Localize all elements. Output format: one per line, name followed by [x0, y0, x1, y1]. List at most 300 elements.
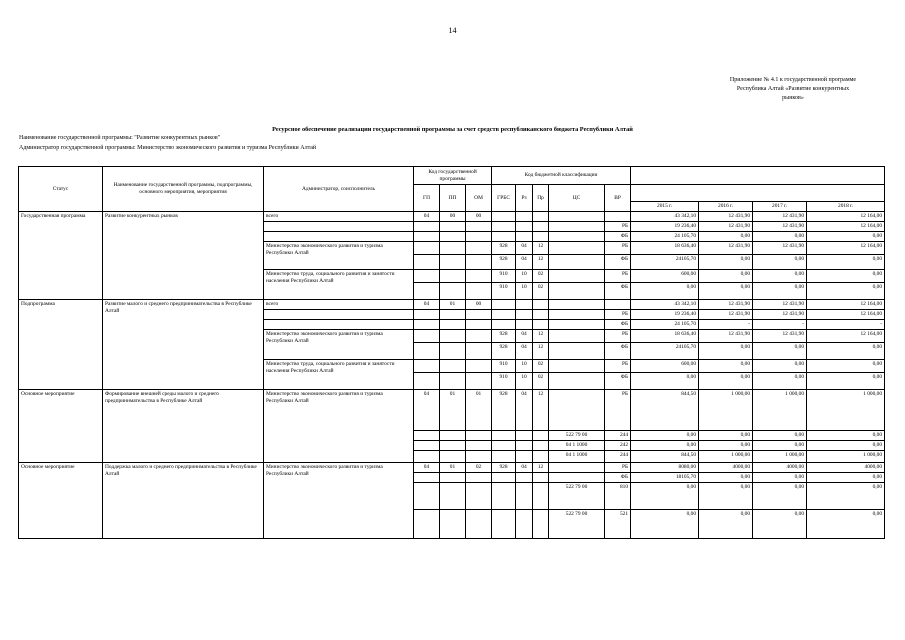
cell-2015: 24 105,70	[631, 320, 699, 330]
cell-2018: 0,00	[807, 255, 885, 270]
cell-gp	[414, 320, 440, 330]
cell-om	[466, 431, 492, 441]
cell-admin: Министерство экономического развития и туризма Республики Алтай	[264, 330, 414, 360]
cell-2016: 12 431,90	[699, 242, 753, 255]
header-year-2018: 2018 г.	[807, 202, 885, 212]
cell-2015: 18105,70	[631, 473, 699, 483]
cell-2018: 12 164,00	[807, 242, 885, 255]
header-rz: Рз	[516, 185, 533, 212]
cell-pp	[440, 283, 466, 300]
cell-vr: ФБ	[605, 343, 631, 360]
cell-gp	[414, 255, 440, 270]
cell-admin: всего	[264, 300, 414, 310]
cell-om	[466, 330, 492, 343]
header-pr: Пр	[533, 185, 549, 212]
cell-2017: 0,00	[753, 255, 807, 270]
cell-cs	[549, 360, 605, 373]
program-name-line: Наименование государственной программы: "Развитие конкурентных рынков"	[19, 135, 221, 141]
cell-2015: 24105,70	[631, 255, 699, 270]
cell-cs	[549, 320, 605, 330]
cell-vr: РБ	[605, 310, 631, 320]
cell-2015: 0,00	[631, 483, 699, 510]
cell-2017: 12 431,90	[753, 330, 807, 343]
cell-2017: 12 431,90	[753, 222, 807, 232]
cell-grbs	[492, 300, 516, 310]
cell-cs	[549, 390, 605, 431]
cell-pr	[533, 483, 549, 510]
cell-2018: 0,00	[807, 441, 885, 451]
cell-2017: 0,00	[753, 270, 807, 283]
header-om: ОМ	[466, 185, 492, 212]
cell-gp	[414, 242, 440, 255]
cell-pp	[440, 343, 466, 360]
cell-status: Основное мероприятие	[19, 463, 103, 539]
cell-rz: 10	[516, 373, 533, 390]
cell-2015: 0,00	[631, 283, 699, 300]
cell-pr: 02	[533, 373, 549, 390]
cell-gp	[414, 510, 440, 539]
cell-pp: 01	[440, 390, 466, 431]
cell-vr: РБ	[605, 360, 631, 373]
cell-2016: 0,00	[699, 255, 753, 270]
cell-2015: 18 636,40	[631, 242, 699, 255]
header-year-2017: 2017 г.	[753, 202, 807, 212]
cell-2015: 24 105,70	[631, 232, 699, 242]
cell-2016: 0,00	[699, 232, 753, 242]
cell-gp: 04	[414, 390, 440, 431]
cell-cs	[549, 300, 605, 310]
cell-2016: 0,00	[699, 510, 753, 539]
cell-gp: 04	[414, 300, 440, 310]
appendix-note	[700, 76, 886, 103]
cell-vr: ФБ	[605, 320, 631, 330]
cell-2015: 0,00	[631, 510, 699, 539]
cell-om	[466, 510, 492, 539]
cell-rz: 04	[516, 330, 533, 343]
cell-name: Развитие малого и среднего предпринимательства в Республике Алтай	[103, 300, 264, 390]
cell-2018: 0,00	[807, 343, 885, 360]
cell-2018: 12 164,00	[807, 310, 885, 320]
cell-2016: 12 431,90	[699, 300, 753, 310]
cell-2018: -	[807, 320, 885, 330]
cell-grbs	[492, 441, 516, 451]
cell-2016: 0,00	[699, 431, 753, 441]
cell-cs	[549, 232, 605, 242]
cell-rz: 10	[516, 270, 533, 283]
cell-vr: РБ	[605, 463, 631, 473]
cell-2017: 4000,00	[753, 463, 807, 473]
cell-2016: 0,00	[699, 283, 753, 300]
cell-grbs	[492, 451, 516, 463]
header-pp: ПП	[440, 185, 466, 212]
cell-pp	[440, 232, 466, 242]
cell-cs: 522 79 00	[549, 510, 605, 539]
cell-cs	[549, 473, 605, 483]
cell-pr	[533, 222, 549, 232]
cell-om	[466, 451, 492, 463]
cell-pp	[440, 510, 466, 539]
cell-pr: 02	[533, 283, 549, 300]
cell-admin: Министерство труда, социального развития и занятости населения Республики Алтай	[264, 270, 414, 300]
cell-pr: 12	[533, 463, 549, 473]
cell-pp: 00	[440, 212, 466, 222]
page-number: 14	[448, 26, 457, 35]
cell-vr: ФБ	[605, 373, 631, 390]
cell-2017: 12 431,90	[753, 212, 807, 222]
cell-vr: 242	[605, 441, 631, 451]
cell-om: 01	[466, 390, 492, 431]
cell-cs	[549, 343, 605, 360]
appendix-line: Приложение № 4.1 к государственной программе	[729, 77, 857, 83]
cell-2016: 0,00	[699, 483, 753, 510]
cell-pr	[533, 510, 549, 539]
cell-om	[466, 283, 492, 300]
cell-rz	[516, 232, 533, 242]
cell-2017: 0,00	[753, 431, 807, 441]
cell-2017: 0,00	[753, 343, 807, 360]
cell-rz: 04	[516, 463, 533, 473]
cell-pr: 12	[533, 330, 549, 343]
cell-om	[466, 270, 492, 283]
cell-pr	[533, 212, 549, 222]
cell-gp: 04	[414, 212, 440, 222]
cell-gp	[414, 343, 440, 360]
cell-om	[466, 320, 492, 330]
cell-2015: 43 342,10	[631, 212, 699, 222]
cell-name: Поддержка малого и среднего предпринимательства в Республике Алтай	[103, 463, 264, 539]
cell-cs: 04 1 1000	[549, 451, 605, 463]
header-year-2015: 2015 г.	[631, 202, 699, 212]
cell-cs	[549, 212, 605, 222]
cell-gp	[414, 360, 440, 373]
cell-om: 00	[466, 212, 492, 222]
cell-2015: 19 236,40	[631, 310, 699, 320]
cell-2017: 0,00	[753, 283, 807, 300]
cell-vr: 521	[605, 510, 631, 539]
table-row	[19, 300, 885, 310]
cell-2015: 19 236,40	[631, 222, 699, 232]
cell-pp	[440, 483, 466, 510]
cell-gp	[414, 441, 440, 451]
header-status: Статус	[19, 167, 103, 212]
cell-cs: 04 1 1000	[549, 441, 605, 451]
cell-2018: 0,00	[807, 232, 885, 242]
cell-2018: 1 000,00	[807, 451, 885, 463]
header-year-2016: 2016 г.	[699, 202, 753, 212]
cell-pp	[440, 310, 466, 320]
cell-pr	[533, 310, 549, 320]
cell-cs	[549, 310, 605, 320]
cell-2017: 0,00	[753, 360, 807, 373]
cell-2017: 0,00	[753, 483, 807, 510]
cell-2018: 0,00	[807, 283, 885, 300]
cell-vr: ФБ	[605, 232, 631, 242]
cell-gp: 04	[414, 463, 440, 473]
cell-pr: 12	[533, 242, 549, 255]
document-title: Ресурсное обеспечение реализации государственной программы за счет средств республиканского бюджета Республики Алтай	[272, 126, 633, 133]
cell-gp	[414, 431, 440, 441]
cell-2017: 12 431,90	[753, 300, 807, 310]
cell-2016: 12 431,90	[699, 310, 753, 320]
cell-rz: 04	[516, 255, 533, 270]
cell-2018: 0,00	[807, 510, 885, 539]
cell-vr: ФБ	[605, 255, 631, 270]
cell-pp	[440, 473, 466, 483]
cell-rz: 04	[516, 390, 533, 431]
header-gp: ГП	[414, 185, 440, 212]
cell-2015: 600,00	[631, 360, 699, 373]
cell-cs	[549, 270, 605, 283]
cell-gp	[414, 451, 440, 463]
cell-admin: Министерство экономического развития и туризма Республики Алтай	[264, 242, 414, 270]
cell-pr: 12	[533, 255, 549, 270]
cell-om: 02	[466, 463, 492, 473]
cell-vr	[605, 212, 631, 222]
cell-cs: 522 79 00	[549, 431, 605, 441]
cell-admin: Министерство труда, социального развития и занятости населения Республики Алтай	[264, 360, 414, 390]
appendix-line: рынков»	[782, 95, 804, 101]
cell-2017: 0,00	[753, 232, 807, 242]
cell-om	[466, 255, 492, 270]
cell-vr: 244	[605, 431, 631, 441]
cell-2015: 844,50	[631, 451, 699, 463]
cell-om	[466, 473, 492, 483]
cell-admin: Министерство экономического развития и туризма Республики Алтай	[264, 390, 414, 463]
cell-2015: 600,00	[631, 270, 699, 283]
cell-om	[466, 242, 492, 255]
cell-om: 00	[466, 300, 492, 310]
cell-name: Развитие конкурентных рынков	[103, 212, 264, 300]
cell-om	[466, 232, 492, 242]
cell-pp: 01	[440, 300, 466, 310]
cell-2018: 0,00	[807, 473, 885, 483]
cell-pp	[440, 451, 466, 463]
cell-2016: 0,00	[699, 270, 753, 283]
cell-pr: 02	[533, 360, 549, 373]
cell-status: Государственная программа	[19, 212, 103, 300]
cell-2018: 4000,00	[807, 463, 885, 473]
cell-grbs	[492, 510, 516, 539]
cell-grbs: 928	[492, 255, 516, 270]
cell-grbs: 910	[492, 270, 516, 283]
cell-grbs: 910	[492, 373, 516, 390]
cell-2016: 0,00	[699, 360, 753, 373]
cell-admin	[264, 320, 414, 330]
cell-2015: 24105,70	[631, 343, 699, 360]
cell-rz: 10	[516, 283, 533, 300]
cell-pr	[533, 232, 549, 242]
cell-2017: 1 000,00	[753, 451, 807, 463]
cell-pr	[533, 451, 549, 463]
cell-rz: 04	[516, 343, 533, 360]
cell-gp	[414, 373, 440, 390]
cell-gp	[414, 222, 440, 232]
cell-rz: 10	[516, 360, 533, 373]
cell-2018: 0,00	[807, 360, 885, 373]
cell-2015: 8080,00	[631, 463, 699, 473]
cell-admin	[264, 222, 414, 232]
cell-pr	[533, 441, 549, 451]
header-name: Наименование государственной программы, подпрограммы, основного мероприятия, мероприятия	[103, 167, 264, 212]
cell-rz	[516, 510, 533, 539]
cell-2016: 12 431,90	[699, 212, 753, 222]
cell-om	[466, 343, 492, 360]
cell-2018: 0,00	[807, 373, 885, 390]
cell-pr: 12	[533, 343, 549, 360]
header-admin: Администратор, соисполнитель	[264, 167, 414, 212]
cell-grbs	[492, 473, 516, 483]
cell-pp	[440, 431, 466, 441]
cell-rz	[516, 451, 533, 463]
cell-2018: 12 164,00	[807, 212, 885, 222]
cell-pr	[533, 300, 549, 310]
cell-2017: 0,00	[753, 441, 807, 451]
cell-pr: 02	[533, 270, 549, 283]
cell-status: Основное мероприятие	[19, 390, 103, 463]
cell-rz: 04	[516, 242, 533, 255]
cell-pr	[533, 320, 549, 330]
cell-rz	[516, 483, 533, 510]
cell-grbs	[492, 222, 516, 232]
cell-gp	[414, 483, 440, 510]
cell-grbs	[492, 483, 516, 510]
cell-rz	[516, 441, 533, 451]
cell-2017: 0,00	[753, 473, 807, 483]
cell-2018: 1 000,00	[807, 390, 885, 431]
header-vr: ВР	[605, 185, 631, 212]
cell-2018: 0,00	[807, 483, 885, 510]
cell-grbs	[492, 320, 516, 330]
cell-vr: 810	[605, 483, 631, 510]
cell-pp	[440, 360, 466, 373]
cell-grbs: 928	[492, 242, 516, 255]
cell-om	[466, 483, 492, 510]
cell-rz	[516, 222, 533, 232]
cell-grbs: 928	[492, 343, 516, 360]
cell-grbs: 928	[492, 330, 516, 343]
cell-pr	[533, 431, 549, 441]
cell-pp: 01	[440, 463, 466, 473]
cell-grbs	[492, 310, 516, 320]
cell-2016: 1 000,00	[699, 451, 753, 463]
cell-2016: 0,00	[699, 473, 753, 483]
cell-pp	[440, 441, 466, 451]
cell-admin: всего	[264, 212, 414, 222]
cell-gp	[414, 473, 440, 483]
cell-grbs: 928	[492, 463, 516, 473]
cell-2016: -	[699, 320, 753, 330]
cell-om	[466, 360, 492, 373]
cell-admin	[264, 310, 414, 320]
cell-rz	[516, 300, 533, 310]
cell-grbs: 928	[492, 390, 516, 431]
cell-2015: 0,00	[631, 373, 699, 390]
cell-2016: 12 431,90	[699, 330, 753, 343]
cell-rz	[516, 212, 533, 222]
cell-2015: 0,00	[631, 431, 699, 441]
cell-2016: 1 000,00	[699, 390, 753, 431]
cell-cs	[549, 255, 605, 270]
cell-2015: 0,00	[631, 441, 699, 451]
cell-cs	[549, 330, 605, 343]
program-admin-line: Администратор государственной программы: Министерство экономического развития и туризма Республики Алтай	[19, 145, 317, 151]
cell-vr: 244	[605, 451, 631, 463]
cell-pp	[440, 242, 466, 255]
cell-om	[466, 441, 492, 451]
cell-pp	[440, 373, 466, 390]
cell-pp	[440, 222, 466, 232]
header-cs: ЦС	[549, 185, 605, 212]
cell-gp	[414, 310, 440, 320]
cell-2018: 12 164,00	[807, 330, 885, 343]
cell-cs: 522 79 00	[549, 483, 605, 510]
cell-2018: 0,00	[807, 270, 885, 283]
resource-table	[18, 166, 885, 539]
cell-2016: 12 431,90	[699, 222, 753, 232]
cell-2016: 0,00	[699, 373, 753, 390]
cell-pp	[440, 255, 466, 270]
cell-vr: РБ	[605, 330, 631, 343]
appendix-line: Республика Алтай «Развитие конкурентных	[736, 86, 850, 92]
cell-vr: РБ	[605, 270, 631, 283]
cell-vr: ФБ	[605, 283, 631, 300]
cell-cs	[549, 222, 605, 232]
table-row	[19, 463, 885, 473]
table-row	[19, 390, 885, 431]
cell-om	[466, 222, 492, 232]
cell-2018: 12 164,00	[807, 300, 885, 310]
cell-om	[466, 310, 492, 320]
cell-rz	[516, 310, 533, 320]
cell-2018: 12 164,00	[807, 222, 885, 232]
cell-cs	[549, 373, 605, 390]
header-grbs: ГРБС	[492, 185, 516, 212]
cell-grbs	[492, 212, 516, 222]
cell-status: Подпрограмма	[19, 300, 103, 390]
cell-2017: 1 000,00	[753, 390, 807, 431]
cell-admin	[264, 232, 414, 242]
cell-grbs: 910	[492, 360, 516, 373]
cell-2015: 18 636,40	[631, 330, 699, 343]
cell-admin: Министерство экономического развития и туризма Республики Алтай	[264, 463, 414, 539]
cell-gp	[414, 283, 440, 300]
cell-om	[466, 373, 492, 390]
cell-vr: РБ	[605, 390, 631, 431]
cell-2015: 43 342,10	[631, 300, 699, 310]
cell-pp	[440, 320, 466, 330]
cell-2017: 0,00	[753, 510, 807, 539]
cell-pr	[533, 473, 549, 483]
cell-pp	[440, 270, 466, 283]
cell-rz	[516, 320, 533, 330]
cell-2018: 0,00	[807, 431, 885, 441]
cell-gp	[414, 270, 440, 283]
table-row	[19, 212, 885, 222]
cell-vr	[605, 300, 631, 310]
cell-vr: ФБ	[605, 473, 631, 483]
cell-cs	[549, 283, 605, 300]
cell-rz	[516, 431, 533, 441]
cell-name: Формирование внешней среды малого и среднего предпринимательства в Республике Алтай	[103, 390, 264, 463]
cell-vr: РБ	[605, 222, 631, 232]
cell-gp	[414, 232, 440, 242]
cell-2017: -	[753, 320, 807, 330]
cell-grbs: 910	[492, 283, 516, 300]
cell-2016: 4000,00	[699, 463, 753, 473]
cell-2016: 0,00	[699, 441, 753, 451]
cell-pp	[440, 330, 466, 343]
cell-2017: 0,00	[753, 373, 807, 390]
